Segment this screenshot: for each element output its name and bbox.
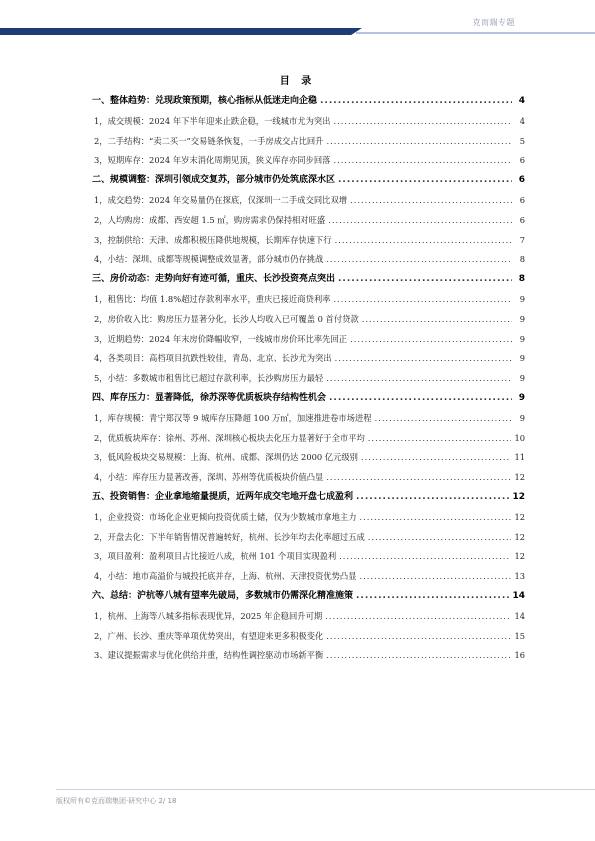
toc-page-number: 12 [514,472,525,483]
toc-subsection-entry[interactable] [92,191,525,211]
toc-entry-text: 六、总结：沪杭等八城有望率先破局，多数城市仍需深化精准施策 [92,590,354,601]
toc-page-number: 9 [519,353,525,364]
toc-page-number: 12 [514,551,525,562]
toc-dot-leader [362,310,512,330]
toc-dot-leader [326,646,511,666]
toc-entry-text: 1，成交规模：2024 年下半年迎来止跌企稳，一线城市尤为突出 [94,115,331,126]
toc-subsection-entry[interactable] [92,508,525,528]
toc-dot-leader [328,211,512,231]
header-brand: 克而瑞专题 [472,18,515,27]
toc-page-number: 6 [519,155,525,166]
toc-entry-text: 一、整体趋势：兑现政策预期，核心指标从低迷走向企稳 [92,96,318,106]
toc-entry-text: 4，小结：库存压力显著改善，深圳、苏州等优质板块价值凸显 [94,472,324,483]
header-accent-line [356,32,595,34]
toc-page-number: 6 [519,194,525,205]
toc-entry-text: 二、规模调整：深圳引领成交复苏，部分城市仍处筑底深水区 [92,175,336,186]
toc-dot-leader [350,191,512,211]
toc-page-number: 9 [519,313,525,324]
toc-entry-text: 4，小结：深圳、成都等规模调整成效显著，部分城市仍存挑战 [94,254,324,265]
toc-dot-leader [326,369,512,389]
table-of-contents [92,92,525,666]
toc-page-number: 8 [518,274,525,285]
toc-dot-leader [368,429,512,449]
toc-dot-leader [333,151,512,171]
toc-entry-text: 2，二手结构：“卖二买一”交易链条恢复，一手房成交占比回升 [94,135,324,146]
toc-section-entry[interactable] [92,587,525,607]
toc-page-number: 4 [519,115,525,126]
toc-dot-leader [360,567,512,587]
toc-page-number: 13 [514,571,525,582]
toc-subsection-entry[interactable] [92,429,525,449]
toc-dot-leader [375,409,512,429]
toc-dot-leader [326,250,512,270]
toc-dot-leader [338,171,512,191]
footer-divider [56,789,595,790]
toc-page-number: 8 [519,254,525,265]
toc-page-number: 9 [519,373,525,384]
toc-subsection-entry[interactable] [92,627,525,647]
toc-subsection-entry[interactable] [92,330,525,350]
toc-page-number: 9 [519,293,525,304]
toc-page-number: 14 [512,590,525,601]
toc-page-number: 7 [519,234,525,245]
toc-page-number: 16 [514,650,525,661]
toc-dot-leader [333,112,512,132]
toc-entry-text: 5，小结：多数城市租售比已超过存款利率，长沙购房压力最轻 [94,373,324,384]
toc-dot-leader [339,547,511,567]
toc-page-number: 14 [514,610,525,621]
header-accent-bar [0,28,362,35]
toc-entry-text: 4，小结：地市高溢价与城投托底并存，上海、杭州、天津投资优势凸显 [94,571,357,582]
toc-subsection-entry[interactable] [92,112,525,132]
toc-entry-text: 3，控制供给：天津、成都积极压降供地规模，长期库存快速下行 [94,234,332,245]
toc-subsection-entry[interactable] [92,231,525,251]
toc-entry-text: 3，项目盈利：盈利项目占比接近八成，杭州 101 个项目实现盈利 [94,551,337,562]
footer-copyright: 版权所有©克而瑞集团·研究中心 2/ 18 [56,797,177,805]
toc-page-number: 5 [519,135,525,146]
toc-entry-text: 1，企业投资：市场化企业更倾向投资优质土储，仅为少数城市拿地主力 [94,511,357,522]
toc-subsection-entry[interactable] [92,409,525,429]
toc-entry-text: 1，库存规模：青宁郑汉等 9 城库存压降超 100 万㎡，加速推进卷市场进程 [94,412,372,423]
toc-page-number: 12 [514,511,525,522]
toc-entry-text: 4，各类项目：高档项目抗跌性较佳，青岛、北京、长沙尤为突出 [94,353,332,364]
toc-subsection-entry[interactable] [92,567,525,587]
toc-dot-leader [326,132,512,152]
toc-section-entry[interactable] [92,171,525,191]
toc-dot-leader [325,607,511,627]
toc-page-number: 12 [514,531,525,542]
toc-page-number: 4 [518,96,525,106]
toc-page-number: 10 [514,432,525,443]
toc-page-number: 6 [518,175,525,186]
toc-subsection-entry[interactable] [92,250,525,270]
toc-dot-leader [320,92,512,112]
toc-entry-text: 2，开盘去化：下半年销售情况普遍转好，杭州、长沙年均去化率超过五成 [94,531,365,542]
toc-dot-leader [329,389,512,409]
toc-entry-text: 3，短期库存：2024 年岁末消化周期见顶，狭义库存亦同步回落 [94,155,331,166]
toc-subsection-entry[interactable] [92,448,525,468]
toc-entry-text: 3，近期趋势：2024 年末房价降幅收窄，一线城市房价环比率先回正 [94,333,348,344]
toc-dot-leader [368,528,512,548]
toc-dot-leader [333,290,512,310]
toc-entry-text: 三、房价动态：走势向好有迹可循，重庆、长沙投资亮点突出 [92,274,336,285]
toc-dot-leader [356,488,509,508]
toc-subsection-entry[interactable] [92,151,525,171]
toc-page-number: 12 [512,491,525,502]
toc-subsection-entry[interactable] [92,349,525,369]
toc-subsection-entry[interactable] [92,132,525,152]
toc-page-number: 15 [514,630,525,641]
toc-section-entry[interactable] [92,389,525,409]
toc-dot-leader [326,627,511,647]
toc-dot-leader [361,448,511,468]
toc-dot-leader [360,508,512,528]
toc-section-entry[interactable] [92,270,525,290]
toc-subsection-entry[interactable] [92,211,525,231]
toc-dot-leader [335,231,512,251]
toc-dot-leader [338,270,512,290]
toc-page-number: 9 [519,412,525,423]
toc-section-entry[interactable] [92,488,525,508]
toc-entry-text: 1，杭州、上海等八城多指标表现优异，2025 年企稳回升可期 [94,610,323,621]
toc-subsection-entry[interactable] [92,547,525,567]
toc-subsection-entry[interactable] [92,607,525,627]
toc-page-number: 9 [518,392,525,403]
toc-entry-text: 五、投资销售：企业拿地缩量提质，近两年成交宅地开盘七成盈利 [92,491,354,502]
toc-subsection-entry[interactable] [92,369,525,389]
toc-title: 目 录 [279,76,316,87]
toc-subsection-entry[interactable] [92,528,525,548]
toc-dot-leader [326,468,511,488]
toc-page-number: 11 [514,452,525,463]
toc-entry-text: 1，成交趋势：2024 年交易量仍在探底，仅深圳一二手成交同比双增 [94,194,348,205]
toc-dot-leader [335,349,512,369]
toc-entry-text: 2，房价收入比：购房压力显著分化，长沙人均收入已可覆盖 0 首付贷款 [94,313,359,324]
toc-page-number: 6 [519,214,525,225]
toc-dot-leader [356,587,509,607]
toc-entry-text: 四、库存压力：显著降低，徐苏深等优质板块存结构性机会 [92,392,327,403]
toc-page-number: 9 [519,333,525,344]
toc-subsection-entry[interactable] [92,468,525,488]
toc-section-entry[interactable] [92,92,525,112]
toc-entry-text: 3，低风险板块交易规模：上海、杭州、成都、深圳仍达 2000 亿元级别 [94,452,358,463]
toc-subsection-entry[interactable] [92,290,525,310]
toc-subsection-entry[interactable] [92,646,525,666]
toc-entry-text: 1，租售比：均值 1.8%超过存款利率水平，重庆已接近商贷利率 [94,293,331,304]
toc-entry-text: 2，优质板块库存：徐州、苏州、深圳核心板块去化压力显著好于全市平均 [94,432,365,443]
toc-dot-leader [350,330,512,350]
toc-subsection-entry[interactable] [92,310,525,330]
toc-entry-text: 3、建议提振需求与优化供给并重，结构性调控驱动市场新平衡 [94,650,324,661]
toc-entry-text: 2，人均购房：成都、西安超 1.5 ㎡，购房需求仍保持相对旺盛 [94,214,326,225]
toc-entry-text: 2，广州、长沙、重庆等单项优势突出，有望迎来更多积极变化 [94,630,324,641]
